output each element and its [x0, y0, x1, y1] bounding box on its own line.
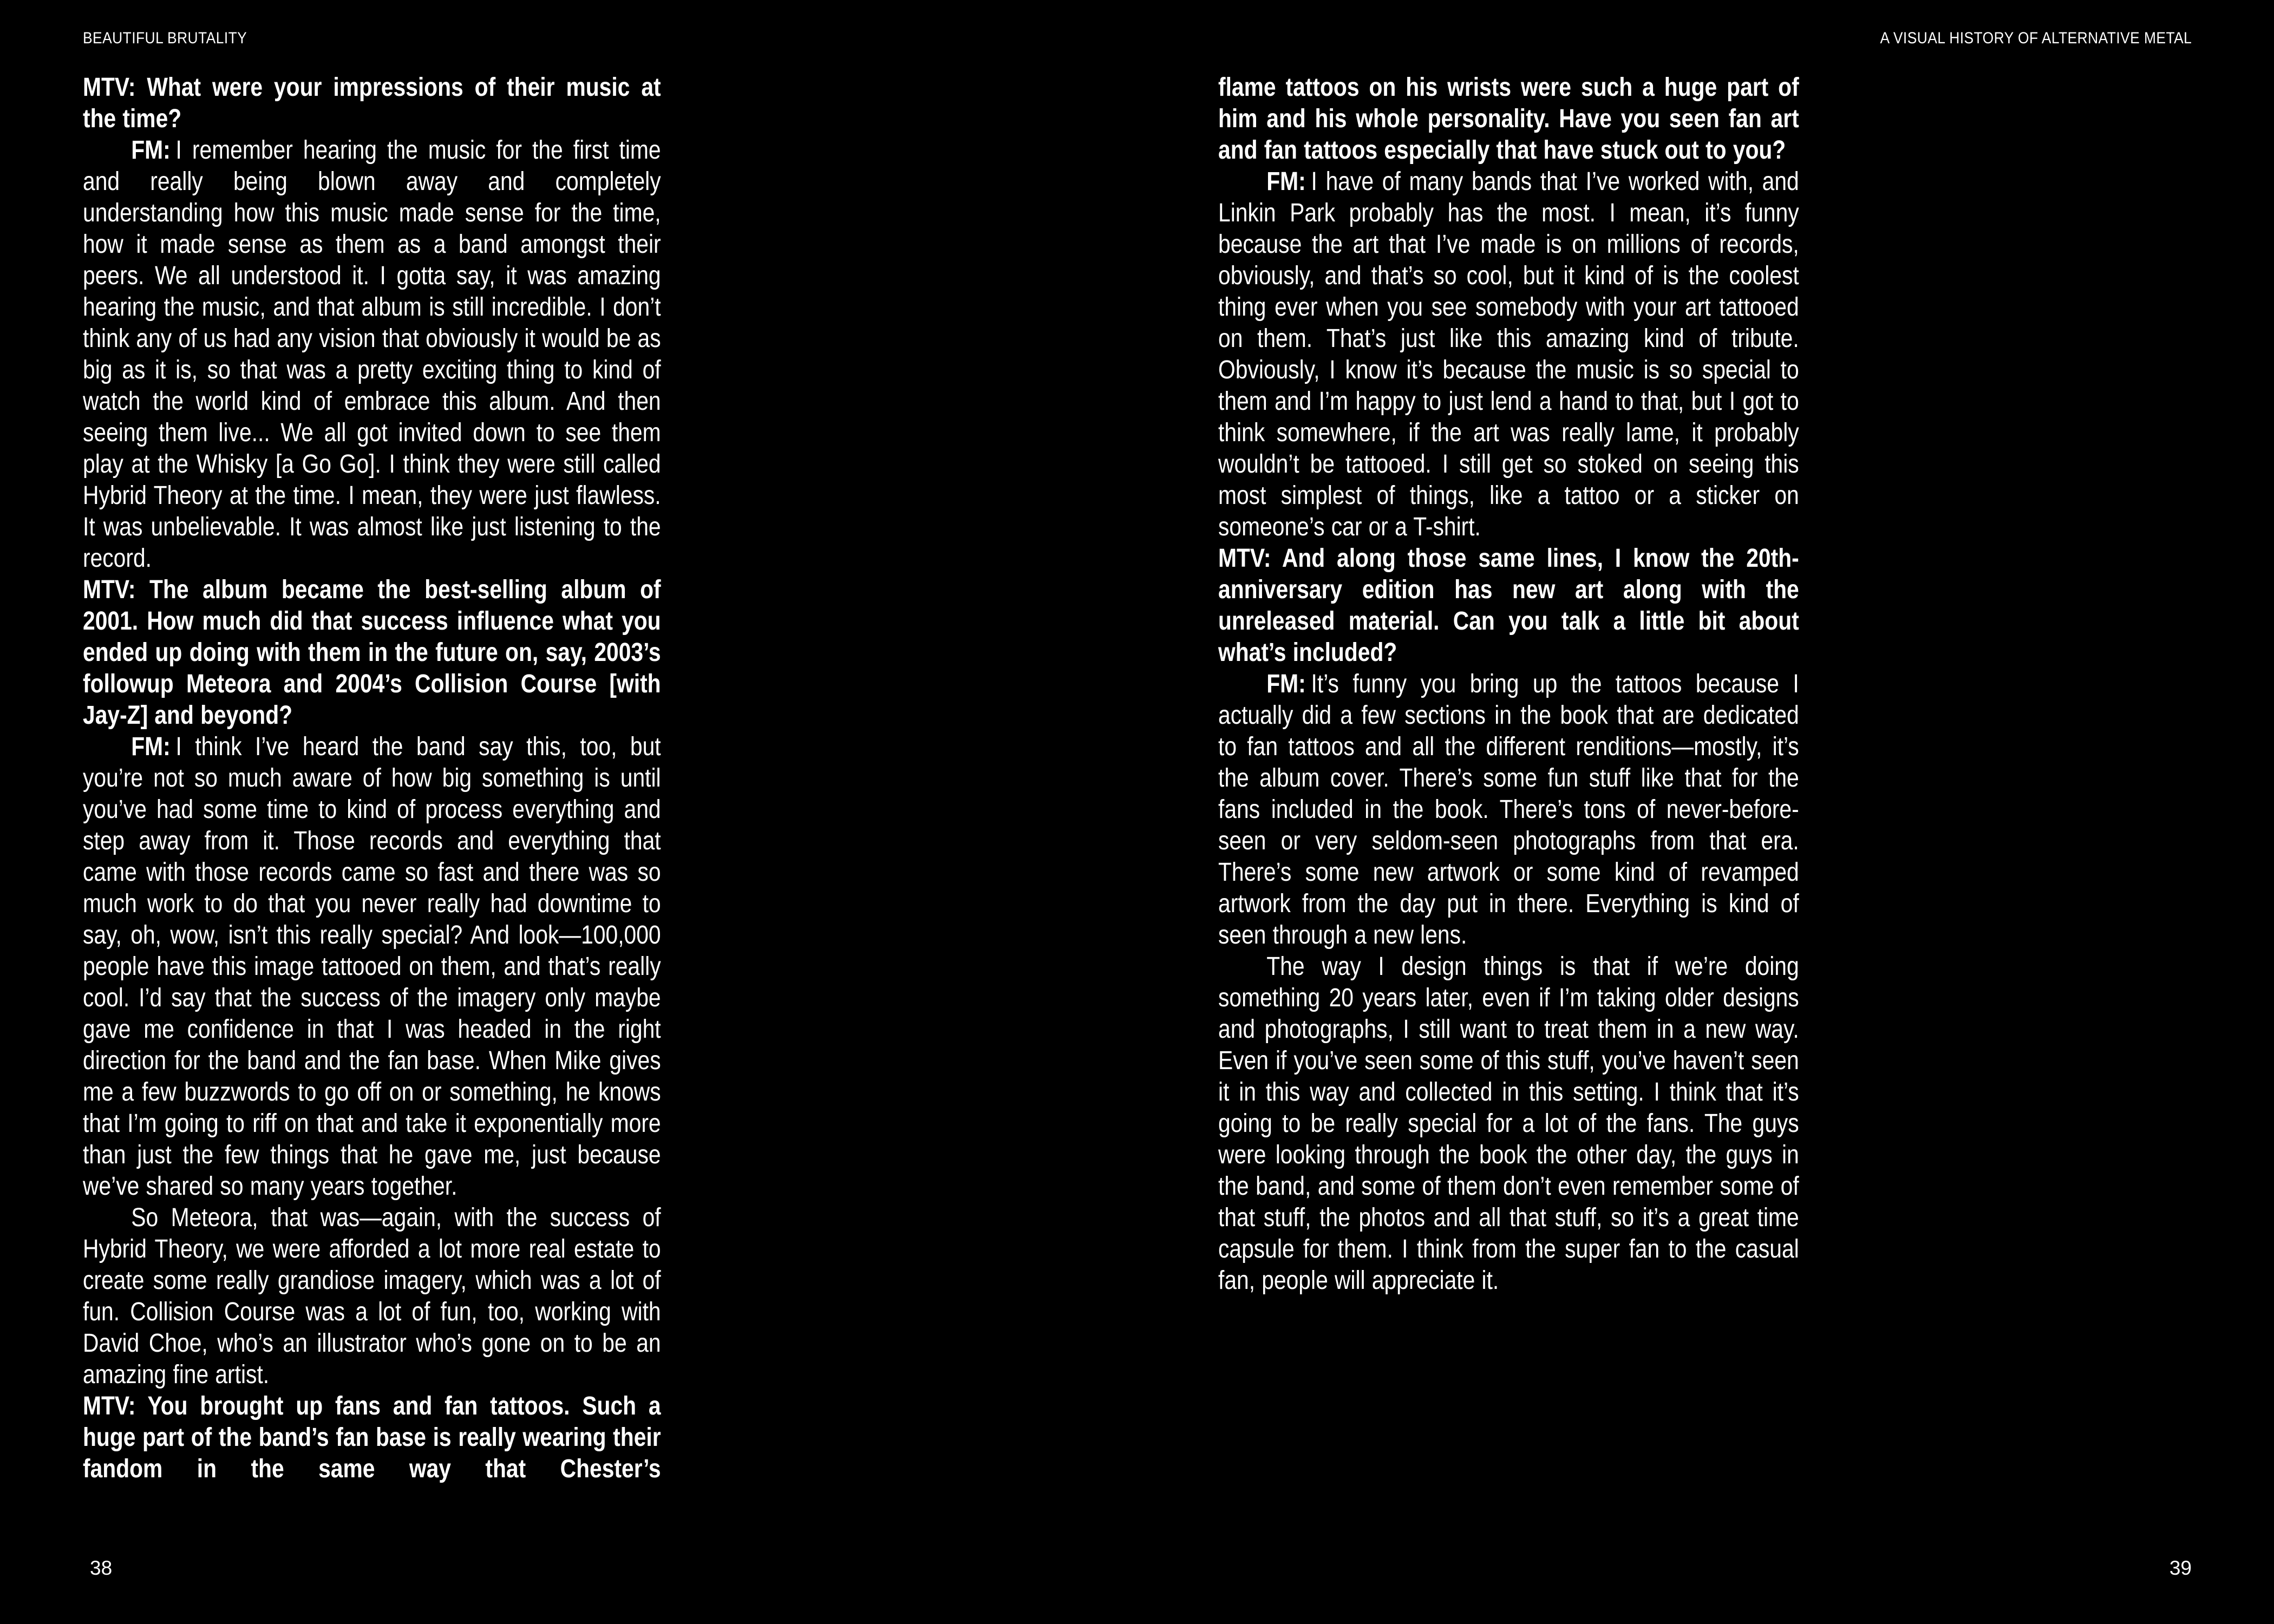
- right-text-column: [1218, 72, 1901, 1296]
- answer-paragraph: [1218, 669, 1799, 951]
- answer-text: I think I’ve heard the band say this, too, but you’re not so much aware of how big something is until you’ve had some time to kind of process everything and step away from it. Those records and everything that came with those records came so fast and there was so much work to do that you never really had downtime to say, oh, wow, isn’t this really special? And look—100,000 people have this image tattooed on them, and that’s really cool. I’d say that the success of the imagery only maybe gave me confidence in that I was headed in the right direction for the band and the fan base. When Mike gives me a few buzzwords to go off on or something, he knows that I’m going to riff on that and take it exponentially more than just the few things that he gave me, just because we’ve shared so many years together.: [83, 732, 661, 1201]
- left-column-text: [83, 72, 661, 1485]
- question-paragraph: MTV: And along those same lines, I know the 20th-anniversary edition has new art along with the unreleased material. Can you talk a little bit about what’s included?: [1218, 544, 1799, 667]
- speaker-label: FM:: [131, 136, 171, 165]
- right-column-text: [1218, 72, 1799, 1296]
- answer-paragraph: [83, 731, 661, 1202]
- answer-paragraph: [1218, 166, 1799, 543]
- page-number-right: 39: [2169, 1557, 2192, 1579]
- answer-text: It’s funny you bring up the tattoos because I actually did a few sections in the book that are dedicated to fan tattoos and all the different renditions—mostly, it’s the album cover. There’s some fun stuff like that for the fans included in the book. There’s tons of never-before-seen or very seldom-seen photographs from that era. There’s some new artwork or some kind of revamped artwork from the day put in there. Everything is kind of seen through a new lens.: [1218, 670, 1799, 949]
- left-text-column: [83, 72, 763, 1485]
- running-header-right-text: A VISUAL HISTORY OF ALTERNATIVE METAL: [1880, 29, 2192, 47]
- answer-text: I have of many bands that I’ve worked with, and Linkin Park probably has the most. I mean, it’s funny because the art that I’ve made is on millions of records, obviously, and that’s so cool, but it kind of is the coolest thing ever when you see somebody with your art tattooed on them. That’s just like this amazing kind of tribute. Obviously, I know it’s because the music is so special to them and I’m happy to just lend a hand to that, but I got to think somewhere, if the art was really lame, it probably wouldn’t be tattooed. I still get so stoked on seeing this most simplest of things, like a tattoo or a sticker on someone’s car or a T-shirt.: [1218, 167, 1799, 541]
- speaker-label: FM:: [1266, 670, 1306, 698]
- speaker-label: FM:: [1266, 167, 1306, 196]
- answer-text: I remember hearing the music for the first time and really being blown away and completely understanding how this music made sense for the time, how it made sense as them as a band amongst their peers. We all understood it. I gotta say, it was amazing hearing the music, and that album is still incredible. I don’t think any of us had any vision that obviously it would be as big as it is, so that was a pretty exciting thing to kind of watch the world kind of embrace this album. And then seeing them live... We all got invited down to see them play at the Whisky [a Go Go]. I think they were still called Hybrid Theory at the time. I mean, they were just flawless. It was unbelievable. It was almost like just listening to the record.: [83, 136, 661, 573]
- question-paragraph: MTV: The album became the best-selling album of 2001. How much did that success influence what you ended up doing with them in the future on, say, 2003’s followup Meteora and 2004’s Collision Course [with Jay-Z] and beyond?: [83, 575, 661, 730]
- running-header-right: [1838, 29, 2192, 48]
- answer-paragraph: [83, 135, 661, 574]
- running-header-left-text: BEAUTIFUL BRUTALITY: [83, 29, 247, 47]
- running-header-left: [83, 29, 270, 48]
- question-continues-paragraph: MTV: You brought up fans and fan tattoos. Such a huge part of the band’s fan base is really wearing their fandom in the same way that Chester’s: [83, 1392, 661, 1483]
- speaker-label: FM:: [131, 732, 171, 761]
- question-paragraph: MTV: What were your impressions of their music at the time?: [83, 73, 661, 133]
- page-number-left: 38: [90, 1557, 113, 1579]
- answer-continuation-paragraph: The way I design things is that if we’re doing something 20 years later, even if I’m taking older designs and photographs, I still want to treat them in a new way. Even if you’ve seen some of this stuff, you’ve haven’t seen it in this way and collected in this setting. I think that it’s going to be really special for a lot of the fans. The guys were looking through the book the other day, the guys in the band, and some of them don’t even remember some of that stuff, the photos and all that stuff, so it’s a great time capsule for them. I think from the super fan to the casual fan, people will appreciate it.: [1218, 952, 1799, 1295]
- question-continuation-paragraph: flame tattoos on his wrists were such a huge part of him and his whole personality. Have you seen fan art and fan tattoos especially that have stuck out to you?: [1218, 73, 1799, 165]
- answer-continuation-paragraph: So Meteora, that was—again, with the success of Hybrid Theory, we were afforded a lot more real estate to create some really grandiose imagery, which was a lot of fun. Collision Course was a lot of fun, too, working with David Choe, who’s an illustrator who’s gone on to be an amazing fine artist.: [83, 1203, 661, 1389]
